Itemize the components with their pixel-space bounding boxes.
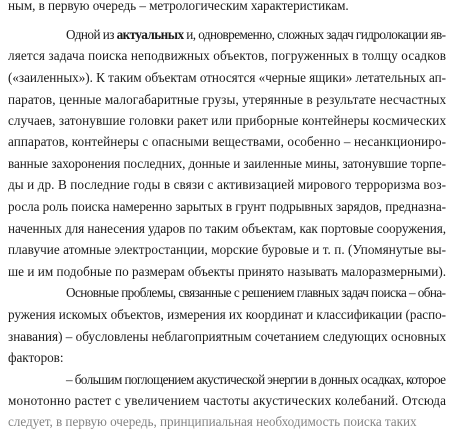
text-line (0, 27, 450, 43)
text-line (0, 177, 450, 193)
line-text: паратов, ценные малогабаритные грузы, утерянные в результате несчастных (8, 92, 447, 107)
line-text: и, одновременно, сложных задач гидролокации яв- (183, 27, 446, 42)
line-text: ляется задача поиска неподвижных объектов, погруженных в толщу осадков (8, 48, 447, 63)
line-text: аппаратов, контейнеры с опасными веществами, особенно – несанкциониро- (8, 134, 447, 149)
line-text: – большим поглощением акустической энергии в донных осадках, которое (66, 372, 446, 387)
text-line (0, 350, 450, 366)
line-text: следует, в первую очередь, принципиальная необходимость поиска таких (8, 414, 417, 429)
text-line (0, 156, 450, 172)
text-line (0, 113, 450, 129)
text-line (0, 372, 450, 388)
text-line (0, 134, 450, 150)
line-text: факторов: (8, 350, 64, 365)
line-text: («заиленных»). К таким объектам относятся «черные ящики» летательных ап- (8, 70, 447, 85)
text-line (0, 285, 450, 301)
text-line (0, 307, 450, 323)
line-text: знавания) – обусловлены неблагоприятным сочетанием следующих основных (8, 329, 447, 344)
line-text: ше и им подобные по размерам объекты принято называть малоразмерными). (8, 264, 447, 279)
text-line (0, 0, 450, 14)
line-text: монотонно растет с увеличением частоты акустических колебаний. Отсюда (8, 393, 447, 408)
text-line (0, 329, 450, 345)
line-text: случаев, затонувшие головки ракет или приборные контейнеры космических (8, 113, 447, 128)
line-text: ружения искомых объектов, измерения их координат и классификации (распо- (8, 307, 447, 322)
text-line (0, 199, 450, 215)
text-line (0, 70, 450, 86)
text-line (0, 48, 450, 64)
line-text: росла роль поиска намеренно зарытых в грунт подрывных зарядов, предназна- (8, 199, 446, 214)
text-line (0, 414, 450, 430)
line-text: плавучие атомные электростанции, морские буровые и т. п. (Упомянутые вы- (8, 242, 447, 257)
line-text: ным, в первую очередь – метрологическим характеристикам. (8, 0, 349, 13)
line-text: ванные захоронения последних, донные и заиленные мины, затонувшие торпе- (8, 156, 446, 171)
text-line (0, 393, 450, 409)
bold-term: актуальных (116, 27, 184, 42)
line-text: Основные проблемы, связанные с решением главных задач поиска – обна- (66, 285, 446, 300)
text-line (0, 264, 450, 280)
line-text: Одной из (66, 27, 117, 42)
line-text: наченных для нанесения ударов по таким объектам, как портовые сооружения, (8, 221, 446, 236)
line-text: ды и др. В последние годы в связи с активизацией мирового терроризма воз- (8, 177, 447, 192)
text-line (0, 221, 450, 237)
text-line (0, 92, 450, 108)
text-line (0, 242, 450, 258)
